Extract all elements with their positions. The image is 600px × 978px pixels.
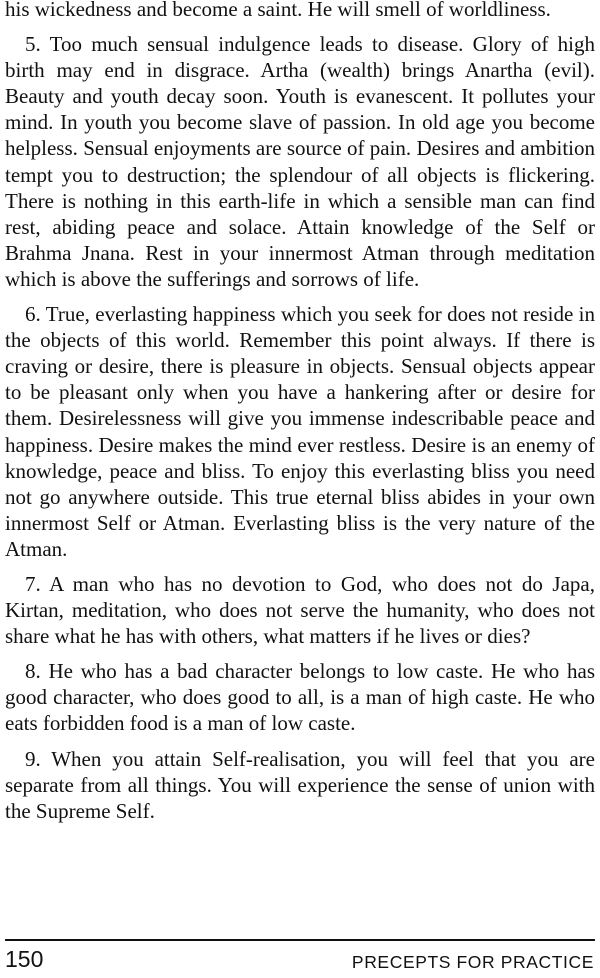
page-number: 150 [5, 946, 44, 972]
paragraph-9: 9. When you attain Self-realisation, you will feel that you are separate from all things. You will experience the sense of union with the Supreme Self. [5, 746, 595, 823]
paragraph-7: 7. A man who has no devotion to God, who does not do Japa, Kirtan, meditation, who does not serve the humanity, who does not share what he has with others, what matters if he lives or dies? [5, 571, 595, 649]
body-text [5, 0, 595, 833]
running-footer-title: PRECEPTS FOR PRACTICE [351, 952, 594, 972]
footer-divider [5, 939, 595, 941]
paragraph-8: 8. He who has a bad character belongs to low caste. He who has good character, who does good to all, is a man of high caste. He who eats forbidden food is a man of low caste. [5, 659, 595, 736]
paragraph-continued: his wickedness and become a saint. He will smell of worldliness. [5, 0, 551, 21]
paragraph-5: 5. Too much sensual indulgence leads to disease. Glory of high birth may end in disgrace. Artha (wealth) brings Anartha (evil). Beauty and youth decay soon. Youth is evanescent. It pollutes your mind. In youth you become slave of passion. In old age you become helpless. Sensual enjoyments are source of pain. Desires and ambition tempt you to destruction; the splendour of all objects is flickering. There is nothing in this earth-life in which a sensible man can find rest, abiding peace and solace. Attain knowledge of the Self or Brahma Jnana. Rest in your innermost Atman through meditation which is above the sufferings and sorrows of life. [5, 32, 595, 291]
paragraph-6: 6. True, everlasting happiness which you seek for does not reside in the objects of this world. Remember this point always. If there is craving or desire, there is pleasure in objects. Sensual objects appear to be pleasant only when you have a hankering after or desire for them. Desirelessness will give you immense indescribable peace and happiness. Desire makes the mind ever restless. Desire is an enemy of knowledge, peace and bliss. To enjoy this everlasting bliss you need not go anywhere outside. This true eternal bliss abides in your own innermost Self or Atman. Everlasting bliss is the very nature of the Atman. [5, 302, 595, 561]
